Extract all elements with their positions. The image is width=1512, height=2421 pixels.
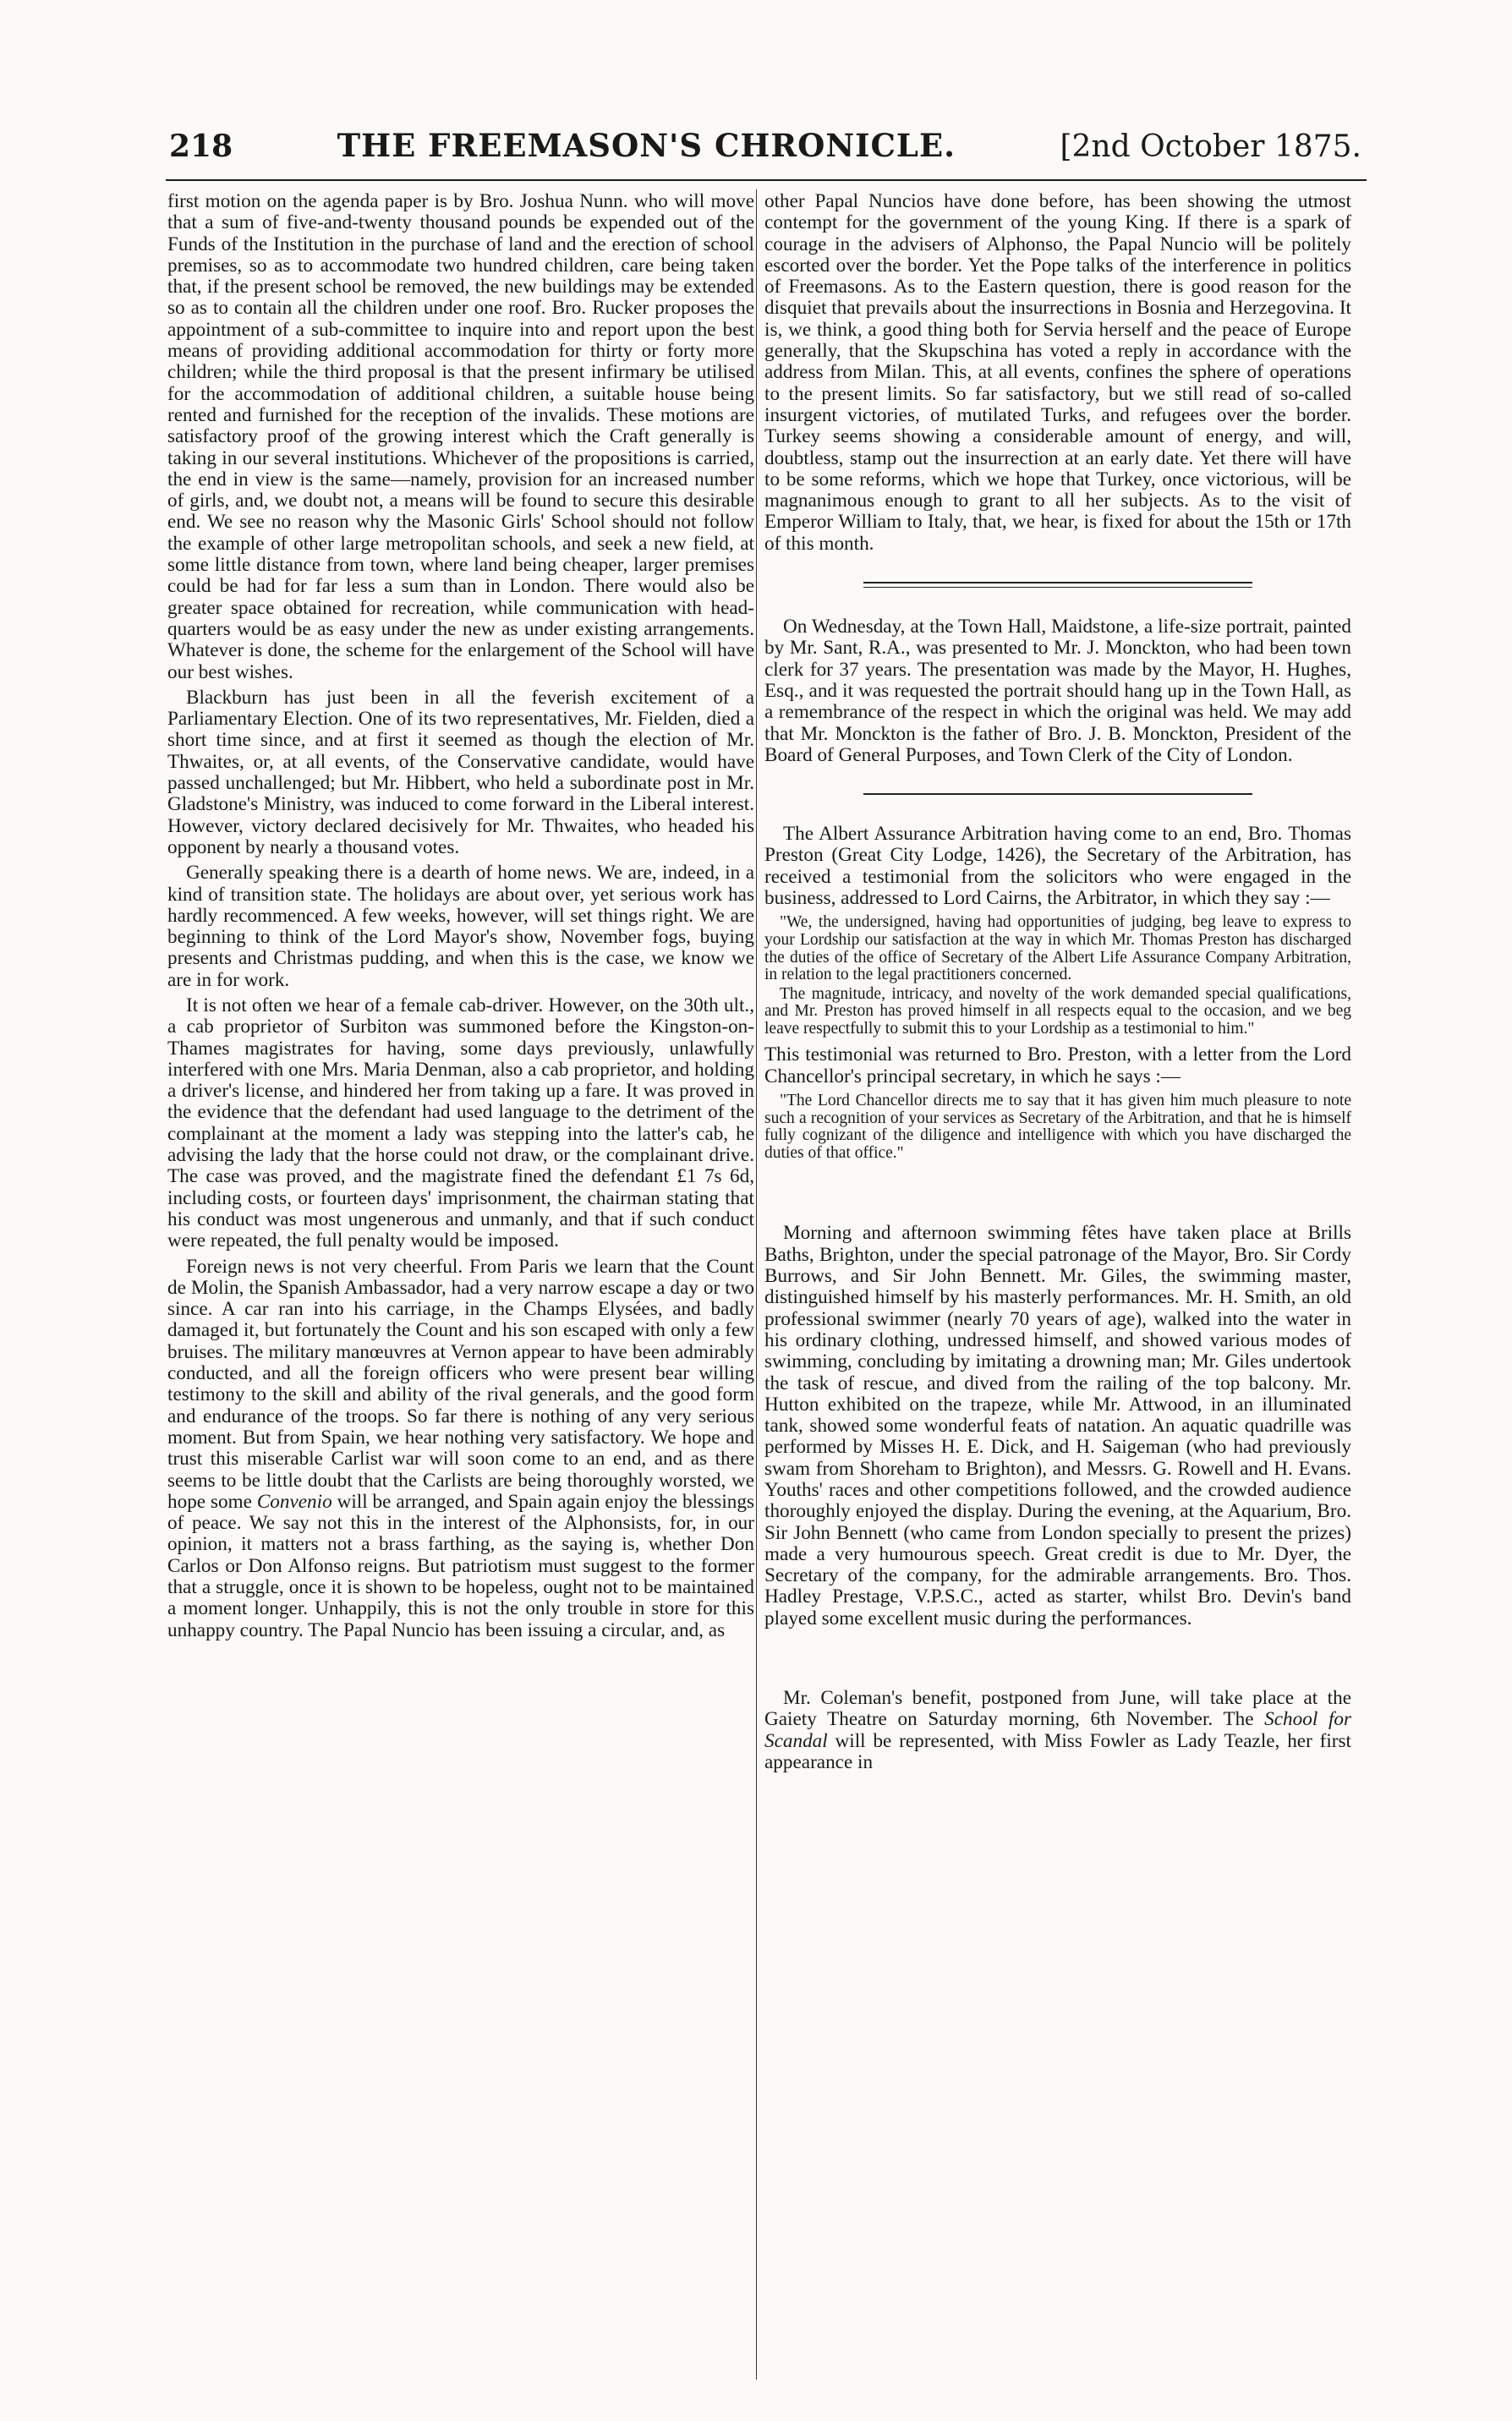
column-divider <box>756 189 757 2380</box>
article-foreign-news <box>167 1257 754 1641</box>
article-girls-school: first motion on the agenda paper is by Bro. Joshua Nunn. who will move that a sum of five-and-twenty thousand pounds be expended out of the Funds of the Institution in the purchase of land and the erection of school premises, so as to accommodate two hundred children, care being taken that, if the present school be removed, the new buildings may be extended so as to contain all the children under one roof. Bro. Rucker proposes the appointment of a sub-committee to inquire into and report upon the best means of providing additional accommodation for thirty or forty more children; while the third proposal is that the present infirmary be utilised for the accommodation of additional children, a suitable house being rented and furnished for the reception of the invalids. These motions are satisfactory proof of the growing interest which the Craft generally is taking in our several institutions. Whichever of the propositions is carried, the end in view is the same—namely, provision for an increased number of girls, and, we doubt not, a means will be found to secure this desirable end. We see no reason why the Masonic Girls' School should not follow the example of other large metropolitan schools, and seek a new field, at some little distance from town, where land being cheaper, larger premises could be had for far less a sum than in London. There would also be greater space obtained for recreation, while communication with head-quarters would be as easy under the new as under existing arrangements. Whatever is done, the scheme for the enlargement of the School will have our best wishes. <box>167 190 754 683</box>
masthead <box>169 127 1361 169</box>
right-column <box>764 191 1351 1777</box>
quoted-chancellor-letter <box>764 1093 1351 1162</box>
play-title: School for Scandal <box>764 1708 1352 1752</box>
foreign-news-text-b: will be arranged, and Spain again enjoy the blessings of peace. We say not this in the interest of the Alphonsists, for, in our opinion, it matters not a brass farthing, as the saying is, whether Don Carlos or Don Alfonso reigns. But patriotism must suggest to the former that a struggle, once it is shown to be hopeless, ought not to be maintained a moment longer. Unhappily, this is not the only trouble in store for this unhappy country. The Papal Nuncio has been issuing a circular, and, as <box>167 1490 754 1641</box>
quote-paragraph: The magnitude, intricacy, and novelty of the work demanded special qualifications, and Mr. Preston has proved himself in all respects equal to the occasion, and we beg leave respectfully to submit this to your Lordship as a testimonial to him." <box>764 984 1351 1038</box>
section-divider <box>863 793 1252 795</box>
section-divider <box>863 582 1252 588</box>
article-coleman-benefit <box>764 1688 1351 1773</box>
header-rule <box>166 179 1367 181</box>
article-swimming-fetes: Morning and afternoon swimming fêtes have taken place at Brills Baths, Brighton, under the special patronage of the Mayor, Bro. Sir Cordy Burrows, and Sir John Bennett. Mr. Giles, the swimming master, distinguished himself by his masterly performances. Mr. H. Smith, an old professional swimmer (nearly 70 years of age), walked into the water in his ordinary clothing, undressed himself, and showed various modes of swimming, concluding by imitating a drowning man; Mr. Giles undertook the task of rescue, and dived from the railing of the top balcony. Mr. Hutton exhibited on the trapeze, while Mr. Attwood, in an illuminated tank, showed some wonderful feats of natation. An aquatic quadrille was performed by Misses H. E. Dick, and H. Saigeman (who had previously swam from Shoreham to Brighton), and Messrs. G. Rowell and H. Evans. Youths' races and other competitions followed, and the crowded audience thoroughly enjoyed the display. During the evening, at the Aquarium, Bro. Sir John Bennett (who came from London specially to present the prizes) made a very humourous speech. Great credit is due to Mr. Dyer, the Secretary of the company, for the admirable arrangements. Bro. Thos. Hadley Prestage, V.P.S.C., acted as starter, whilst Bro. Devin's band played some excellent music during the performances. <box>764 1222 1351 1630</box>
spacer <box>764 1634 1351 1688</box>
article-testimonial-returned: This testimonial was returned to Bro. Preston, with a letter from the Lord Chancellor's principal secretary, in which he says :— <box>764 1043 1351 1087</box>
coleman-text-a: Mr. Coleman's benefit, postponed from June, will take place at the Gaiety Theatre on Saturday morning, 6th November. The <box>764 1687 1351 1731</box>
quoted-testimonial <box>764 914 1351 1038</box>
article-blackburn-election: Blackburn has just been in all the feverish excitement of a Parliamentary Election. One of its two representatives, Mr. Fielden, died a short time since, and at first it seemed as though the election of Mr. Thwaites, or, at all events, of the Conservative candidate, would have passed unchallenged; but Mr. Hibbert, who held a subordinate post in Mr. Gladstone's Ministry, was induced to come forward in the Liberal interest. However, victory declared decisively for Mr. Thwaites, who headed his opponent by nearly a thousand votes. <box>167 686 754 858</box>
quote-paragraph: "We, the undersigned, having had opportunities of judging, beg leave to express to your Lordship our satisfaction at the way in which Mr. Thomas Preston has discharged the duties of the office of Secretary of the Albert Life Assurance Company Arbitration, in relation to the legal practitioners concerned. <box>764 913 1351 984</box>
foreign-news-text-a: Foreign news is not very cheerful. From Paris we learn that the Count de Molin, the Spanish Ambassador, had a very narrow escape a day or two since. A car ran into his carriage, in the Champs Elysées, and badly damaged it, but fortunately the Count and his son escaped with only a few bruises. The military manœuvres at Vernon appear to have been admirably conducted, and all the foreign officers who were present bear willing testimony to the skill and ability of the rival generals, and the good form and endurance of the troops. So far there is nothing of any very serious moment. But from Spain, we hear nothing very satisfactory. We hope and trust this miserable Carlist war will soon come to an end, and as there seems to be little doubt that the Carlists are being thoroughly worsted, we hope some <box>167 1255 754 1513</box>
article-maidstone-portrait: On Wednesday, at the Town Hall, Maidstone, a life-size portrait, painted by Mr. Sant, R.A., was presented to Mr. J. Monckton, who had been town clerk for 37 years. The presentation was made by the Mayor, H. Hughes, Esq., and it was requested the portrait should hang up in the Town Hall, as a remembrance of the respect in which the original was held. We may add that Mr. Monckton is the father of Bro. J. B. Monckton, President of the Board of General Purposes, and Town Clerk of the City of London. <box>764 616 1351 766</box>
article-albert-arbitration: The Albert Assurance Arbitration having come to an end, Bro. Thomas Preston (Great City Lodge, 1426), the Secretary of the Arbitration, has received a testimonial from the solicitors who were engaged in the business, addressed to Lord Cairns, the Arbitrator, in which they say :— <box>764 823 1351 910</box>
article-home-news: Generally speaking there is a dearth of home news. We are, indeed, in a kind of transition state. The holidays are about over, yet serious work has hardly recommenced. A few weeks, however, will set things right. We are beginning to think of the Lord Mayor's show, November fogs, buying presents and Christmas pudding, and when this is the case, we know we are in for work. <box>167 862 754 991</box>
quote-paragraph: "The Lord Chancellor directs me to say that it has given him much pleasure to note such a recognition of your services as Secretary of the Arbitration, and that he is himself fully cognizant of the diligence and intelligence with which you have discharged the duties of that office." <box>764 1092 1351 1162</box>
article-female-cab-driver: It is not often we hear of a female cab-driver. However, on the 30th ult., a cab proprietor of Surbiton was summoned before the Kingston-on-Thames magistrates for having, some days previously, unlawfully interfered with one Mrs. Maria Denman, also a cab proprietor, and holding a driver's license, and hindered her from taking up a fare. It was proved in the evidence that the defendant had used language to the detriment of the complainant at the moment a lady was stepping into the latter's cab, he advising the lady that the horse could not draw, or the complainant drive. The case was proved, and the magistrate fined the defendant £1 7s 6d, including costs, or fourteen days' imprisonment, the chairman stating that his conduct was most ungenerous and unmanly, and that if such conduct were repeated, the full penalty would be imposed. <box>167 994 754 1252</box>
page-number: 218 <box>169 129 233 164</box>
left-column <box>167 191 754 1646</box>
convenio-word: Convenio <box>256 1490 332 1513</box>
coleman-text-b: will be represented, with Miss Fowler as Lady Teazle, her first appearance in <box>764 1729 1351 1773</box>
issue-date: [2nd October 1875. <box>1060 129 1361 164</box>
article-papal-nuncio: other Papal Nuncios have done before, has been showing the utmost contempt for the government of the young King. If there is a spark of courage in the advisers of Alphonso, the Papal Nuncio will be politely escorted over the border. Yet the Pope talks of the interference in politics of Freemasons. As to the Eastern question, there is good reason for the disquiet that prevails about the insurrections in Bosnia and Herzegovina. It is, we think, a good thing both for Servia herself and the peace of Europe generally, that the Skupschina has voted a reply in accordance with the address from Milan. This, at all events, confines the sphere of operations to the present limits. So far satisfactory, but we still read of so-called insurgent victories, of mutilated Turks, and refugees over the border. Turkey seems showing a considerable amount of energy, and will, doubtless, stamp out the insurrection at an early date. Yet there will have to be some reforms, which we hope that Turkey, once victorious, will be magnanimous enough to grant to all her subjects. As to the visit of Emperor William to Italy, that, we hear, is fixed for about the 15th or 17th of this month. <box>764 190 1351 555</box>
spacer <box>764 1169 1351 1223</box>
publication-title: THE FREEMASON'S CHRONICLE. <box>337 127 956 164</box>
